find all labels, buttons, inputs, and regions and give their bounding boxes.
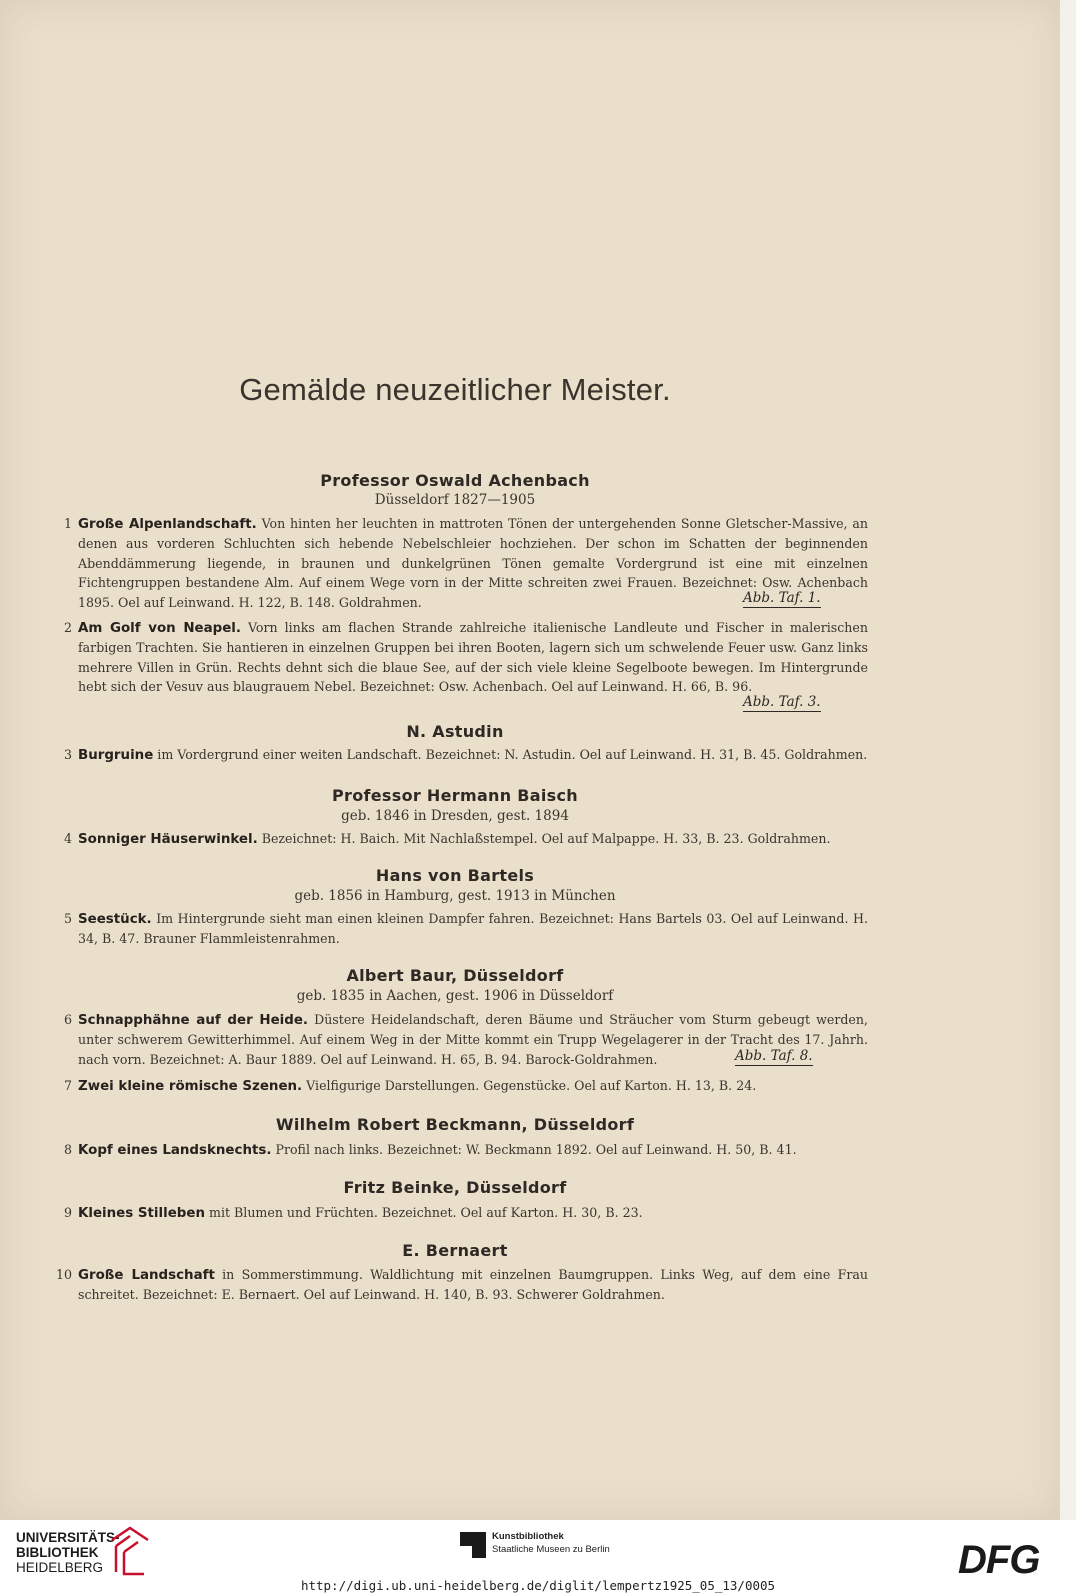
entry-number: 8 bbox=[63, 1142, 72, 1157]
entry-number: 9 bbox=[63, 1205, 72, 1220]
catalog-entry bbox=[63, 1140, 868, 1160]
entry-description: in Sommerstimmung. Waldlichtung mit einzelnen Baumgruppen. Links Weg, auf dem eine Frau schreitet. Bezeichnet: E. Bernaert. Oel auf Leinwand. H. 140, B. 93. Schwerer Goldrahmen. bbox=[78, 1267, 868, 1303]
page-edge bbox=[1060, 0, 1076, 1520]
entry-title: Große Landschaft bbox=[78, 1268, 215, 1283]
catalog-entry bbox=[63, 618, 868, 697]
entry-description: Von hinten her leuchten in mattroten Tönen der untergehenden Sonne Gletscher-Massive, an denen aus vorderen Schluchten sich hebende Nebelschleier hochziehen. Der schon im Schatten der beginnenden Abenddämmerung liegende, in braunen und dunkelgrünen Tönen gemalte Vordergrund ist eine mit einzelnen Fichtengruppen bestandene Alm. Auf einem Wege vorn in der Mitte schreiten zwei Frauen. Bezeichnet: Osw. Achenbach 1895. Oel auf Leinwand. H. 122, B. 148. Goldrahmen. bbox=[78, 516, 869, 610]
ub-line: HEIDELBERG bbox=[16, 1560, 104, 1575]
entry-title: Sonniger Häuserwinkel. bbox=[78, 832, 258, 847]
artist-heading: Fritz Beinke, Düsseldorf bbox=[343, 1178, 567, 1197]
entry-number: 4 bbox=[63, 831, 72, 846]
entry-number: 2 bbox=[63, 620, 72, 635]
catalog-entry bbox=[63, 1203, 868, 1223]
ub-line: UNIVERSITÄTS- bbox=[16, 1530, 120, 1545]
entry-number: 6 bbox=[63, 1012, 72, 1027]
plate-reference: Abb. Taf. 1. bbox=[743, 590, 821, 606]
artist-life-dates: geb. 1846 in Dresden, gest. 1894 bbox=[341, 808, 569, 824]
ub-heidelberg-logo-icon bbox=[108, 1526, 152, 1576]
ub-line: BIBLIOTHEK bbox=[16, 1545, 99, 1560]
artist-heading: Professor Hermann Baisch bbox=[332, 786, 578, 805]
plate-reference: Abb. Taf. 3. bbox=[743, 694, 821, 710]
catalog-entry bbox=[63, 1076, 868, 1096]
catalog-entry bbox=[56, 1265, 868, 1305]
entry-description: Profil nach links. Bezeichnet: W. Beckmann 1892. Oel auf Leinwand. H. 50, B. 41. bbox=[275, 1142, 797, 1157]
plate-reference: Abb. Taf. 8. bbox=[735, 1048, 813, 1064]
entry-title: Kopf eines Landsknechts. bbox=[78, 1143, 272, 1158]
artist-heading: Wilhelm Robert Beckmann, Düsseldorf bbox=[275, 1115, 635, 1134]
kb-subtitle: Staatliche Museen zu Berlin bbox=[492, 1544, 610, 1555]
entry-description: Im Hintergrunde sieht man einen kleinen Dampfer fahren. Bezeichnet: Hans Bartels 03. Oel auf Leinwand. H. 34, B. 47. Brauner Flammleistenrahmen. bbox=[78, 911, 868, 947]
artist-life-dates: geb. 1835 in Aachen, gest. 1906 in Düsseldorf bbox=[296, 988, 614, 1004]
artist-heading: E. Bernaert bbox=[402, 1241, 508, 1260]
entry-description: Bezeichnet: H. Baich. Mit Nachlaßstempel. Oel auf Malpappe. H. 33, B. 23. Goldrahmen. bbox=[261, 831, 831, 846]
artist-life-dates: geb. 1856 in Hamburg, gest. 1913 in München bbox=[294, 888, 616, 904]
entry-number: 3 bbox=[63, 747, 72, 762]
kb-title: Kunstbibliothek bbox=[492, 1531, 564, 1542]
catalog-entry bbox=[63, 909, 868, 949]
kunstbibliothek-label bbox=[492, 1530, 610, 1556]
dfg-logo: DFG bbox=[958, 1538, 1040, 1582]
entry-description: Vielfigurige Darstellungen. Gegenstücke. Oel auf Karton. H. 13, B. 24. bbox=[306, 1078, 757, 1093]
entry-title: Seestück. bbox=[78, 912, 152, 927]
entry-number: 5 bbox=[63, 911, 72, 926]
entry-description: Düstere Heidelandschaft, deren Bäume und Sträucher vom Sturm gebeugt werden, unter schwerem Gewitterhimmel. Auf einem Weg in der Mitte kommt ein Trupp Wegelagerer in der Tracht des 17. Jahrh. nach vorn. Bezeichnet: A. Baur 1889. Oel auf Leinwand. H. 65, B. 94. Barock-Goldrahmen. bbox=[78, 1012, 868, 1067]
entry-description: im Vordergrund einer weiten Landschaft. Bezeichnet: N. Astudin. Oel auf Leinwand. H. 31, B. 45. Goldrahmen. bbox=[157, 747, 868, 762]
entry-title: Große Alpenlandschaft. bbox=[78, 517, 257, 532]
kunstbibliothek-logo-icon bbox=[460, 1532, 486, 1558]
artist-heading: Professor Oswald Achenbach bbox=[320, 471, 590, 490]
entry-number: 1 bbox=[63, 516, 72, 531]
entry-number: 10 bbox=[56, 1267, 73, 1282]
page-title: Gemälde neuzeitlicher Meister. bbox=[239, 372, 671, 407]
entry-description: mit Blumen und Früchten. Bezeichnet. Oel auf Karton. H. 30, B. 23. bbox=[209, 1205, 643, 1220]
entry-title: Schnapphähne auf der Heide. bbox=[78, 1013, 309, 1028]
artist-heading: Hans von Bartels bbox=[375, 866, 535, 885]
entry-description: Vorn links am flachen Strande zahlreiche italienische Landleute und Fischer in malerischen farbigen Trachten. Sie hantieren in einzelnen Gruppen bei ihren Booten, lagern sich um schwelende Feuer usw. Ganz links mehrere Villen in Grün. Rechts dehnt sich die blaue See, auf der sich viele kleine Segelboote bewegen. Im Hintergrunde hebt sich der Vesuv aus blaugrauem Nebel. Bezeichnet: Osw. Achenbach. Oel auf Leinwand. H. 66, B. 96. bbox=[78, 620, 868, 695]
catalog-entry bbox=[63, 829, 868, 849]
entry-title: Am Golf von Neapel. bbox=[78, 621, 241, 636]
artist-heading: Albert Baur, Düsseldorf bbox=[346, 966, 564, 985]
entry-title: Zwei kleine römische Szenen. bbox=[78, 1079, 303, 1094]
entry-title: Kleines Stilleben bbox=[78, 1206, 205, 1221]
artist-life-dates: Düsseldorf 1827—1905 bbox=[374, 492, 536, 508]
entry-title: Burgruine bbox=[78, 748, 154, 763]
ub-heidelberg-wordmark bbox=[16, 1530, 120, 1575]
entry-number: 7 bbox=[63, 1078, 72, 1093]
catalog-entry bbox=[63, 745, 868, 765]
source-url-link[interactable]: http://digi.ub.uni-heidelberg.de/diglit/lempertz1925_05_13/0005 bbox=[300, 1578, 776, 1593]
artist-heading: N. Astudin bbox=[406, 722, 504, 741]
